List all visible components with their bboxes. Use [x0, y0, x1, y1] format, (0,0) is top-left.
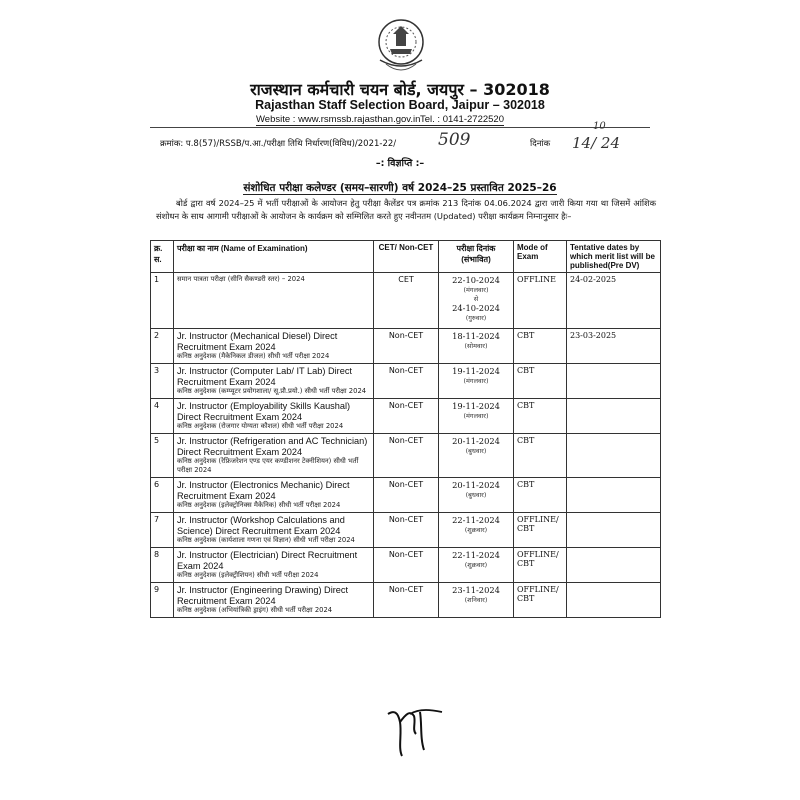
table-row: [151, 434, 661, 478]
cell-mode: CBT: [514, 364, 567, 399]
header-mode: Mode of Exam: [514, 241, 567, 273]
exam-day: (मंगलवार): [463, 377, 489, 385]
cell-name: [174, 548, 374, 583]
exam-date: 19-11-2024: [452, 366, 500, 376]
cell-mode: OFFLINE/ CBT: [514, 548, 567, 583]
cell-mode: CBT: [514, 434, 567, 478]
cell-date: [439, 513, 514, 548]
header-name: परीक्षा का नाम (Name of Examination): [174, 241, 374, 273]
reference-number: क्रमांक: प.8(57)/RSSB/प.आ./परीक्षा तिथि निर्धारण(विविध)/2021-22/: [160, 139, 397, 149]
header-sno: क्र. स.: [151, 241, 174, 273]
cell-date: [439, 434, 514, 478]
cell-name: [174, 478, 374, 513]
cell-tentative: [567, 364, 661, 399]
cell-date: [439, 583, 514, 618]
cell-date: [439, 273, 514, 329]
date-label: दिनांक: [530, 139, 551, 149]
exam-day: (शनिवार): [464, 596, 488, 604]
cell-mode: CBT: [514, 478, 567, 513]
exam-name-english: Jr. Instructor (Workshop Calculations and Science) Direct Recruitment Exam 2024: [177, 515, 345, 536]
exam-name-english: Jr. Instructor (Computer Lab/ IT Lab) Direct Recruitment Exam 2024: [177, 366, 352, 387]
exam-name-english: Jr. Instructor (Mechanical Diesel) Direct Recruitment Exam 2024: [177, 331, 338, 352]
cell-tentative: [567, 583, 661, 618]
exam-date: 20-11-2024: [452, 436, 500, 446]
cell-sno: 8: [151, 548, 174, 583]
exam-date: 20-11-2024: [452, 480, 500, 490]
cell-sno: 9: [151, 583, 174, 618]
cell-mode: OFFLINE/ CBT: [514, 513, 567, 548]
cell-cet: Non-CET: [374, 583, 439, 618]
exam-date: 18-11-2024: [452, 331, 500, 341]
cell-mode: OFFLINE/ CBT: [514, 583, 567, 618]
exam-name-hindi: कनिष्ठ अनुदेशक (इलेक्ट्रोनिक्स मैकेनिक) सीधी भर्ती परीक्षा 2024: [177, 501, 341, 509]
exam-day: (मंगलवार): [463, 286, 489, 294]
cell-cet: Non-CET: [374, 434, 439, 478]
exam-name-hindi: कनिष्ठ अनुदेशक (मैकेनिकल डीजल) सीधी भर्ती परीक्षा 2024: [177, 352, 330, 360]
cell-sno: 3: [151, 364, 174, 399]
cell-cet: Non-CET: [374, 548, 439, 583]
website-link[interactable]: Website : www.rsmssb.rajasthan.gov.in: [256, 114, 421, 125]
exam-day: (बुधवार): [465, 491, 487, 499]
table-row: [151, 399, 661, 434]
cell-cet: Non-CET: [374, 478, 439, 513]
cell-mode: OFFLINE: [514, 273, 567, 329]
table-header-row: [151, 241, 661, 273]
cell-cet: Non-CET: [374, 513, 439, 548]
exam-date: 19-11-2024: [452, 401, 500, 411]
emblem-seal-icon: [368, 14, 434, 76]
exam-name-hindi: समान पात्रता परीक्षा (सीनि सैकण्डरी स्तर) – 2024: [177, 275, 305, 283]
calendar-title: [0, 181, 800, 195]
header-divider: [150, 127, 650, 128]
table-row: [151, 329, 661, 364]
cell-tentative: [567, 548, 661, 583]
exam-name-hindi: कनिष्ठ अनुदेशक (कम्प्यूटर प्रयोगशाला/ सू.प्रौ.प्रयो.) सीधी भर्ती परीक्षा 2024: [177, 387, 367, 395]
cell-sno: 6: [151, 478, 174, 513]
exam-day: (शुक्रवार): [464, 526, 488, 534]
cell-date: [439, 329, 514, 364]
cell-tentative: [567, 434, 661, 478]
cell-name: [174, 513, 374, 548]
board-title-english: Rajasthan Staff Selection Board, Jaipur – 302018: [255, 98, 545, 112]
cell-cet: CET: [374, 273, 439, 329]
handwritten-signature: [380, 700, 450, 760]
table-row: [151, 583, 661, 618]
exam-name-hindi: कनिष्ठ अनुदेशक (अभियांत्रिकी ड्राइंग) सीधी भर्ती परीक्षा 2024: [177, 606, 333, 614]
exam-day: (सोमवार): [464, 342, 488, 350]
exam-day: (मंगलवार): [463, 412, 489, 420]
cell-mode: CBT: [514, 399, 567, 434]
exam-name-hindi: कनिष्ठ अनुदेशक (रोजगार योग्यता कौशल) सीधी भर्ती परीक्षा 2024: [177, 422, 344, 430]
exam-date: 22-11-2024: [452, 515, 500, 525]
exam-day: (शुक्रवार): [464, 561, 488, 569]
exam-name-english: Jr. Instructor (Electronics Mechanic) Direct Recruitment Exam 2024: [177, 480, 350, 501]
exam-day-end: (गुरुवार): [465, 314, 487, 322]
exam-name-english: Jr. Instructor (Employability Skills Kaushal) Direct Recruitment Exam 2024: [177, 401, 351, 422]
cell-date: [439, 364, 514, 399]
cell-date: [439, 548, 514, 583]
cell-sno: 7: [151, 513, 174, 548]
cell-cet: Non-CET: [374, 399, 439, 434]
date-handwritten: 14/ 24: [572, 134, 620, 152]
cell-tentative: [567, 513, 661, 548]
calendar-title-text: संशोधित परीक्षा कलेण्डर (समय–सारणी) वर्ष 2024–25 प्रस्तावित 2025–26: [243, 182, 557, 194]
table-row: [151, 548, 661, 583]
cell-name: [174, 329, 374, 364]
exam-day: (बुधवार): [465, 447, 487, 455]
cell-cet: Non-CET: [374, 364, 439, 399]
exam-name-hindi: कनिष्ठ अनुदेशक (कार्यशाला गणना एवं विज्ञान) सीधी भर्ती परीक्षा 2024: [177, 536, 355, 544]
date-superscript: 10: [593, 121, 606, 132]
cell-sno: 5: [151, 434, 174, 478]
reference-handwritten: 509: [438, 130, 471, 150]
date-separator: से: [473, 295, 479, 303]
cell-tentative: 24-02-2025: [567, 273, 661, 329]
cell-mode: CBT: [514, 329, 567, 364]
board-title-hindi: राजस्थान कर्मचारी चयन बोर्ड, जयपुर – 302018: [250, 80, 550, 99]
table-row: [151, 513, 661, 548]
exam-date-end: 24-10-2024: [452, 303, 500, 313]
exam-date: 22-10-2024: [452, 275, 500, 285]
exam-name-english: Jr. Instructor (Refrigeration and AC Technician) Direct Recruitment Exam 2024: [177, 436, 368, 457]
cell-tentative: [567, 399, 661, 434]
cell-name: [174, 583, 374, 618]
exam-name-english: Jr. Instructor (Electrician) Direct Recruitment Exam 2024: [177, 550, 358, 571]
table-row: [151, 273, 661, 329]
exam-date: 22-11-2024: [452, 550, 500, 560]
table-row: [151, 364, 661, 399]
intro-paragraph: बोर्ड द्वारा वर्ष 2024–25 में भर्ती परीक्षाओं के आयोजन हेतु परीक्षा कैलेंडर पत्र क्रमांक 213 दिनांक 04.06.2024 द्वारा जारी किया गया था जिसमें आंशिक संशोधन के साथ आगामी परीक्षाओं के आयोजन के कार्यक्रम को सम्मिलित करते हुए नवीनतम (Updated) परीक्षा कार्यक्रम निम्नानुसार हैः–: [156, 198, 656, 221]
exam-calendar-table: [150, 240, 661, 618]
cell-cet: Non-CET: [374, 329, 439, 364]
cell-tentative: [567, 478, 661, 513]
exam-name-english: Jr. Instructor (Engineering Drawing) Direct Recruitment Exam 2024: [177, 585, 349, 606]
cell-name: [174, 399, 374, 434]
phone-number: Tel. : 0141-2722520: [420, 114, 504, 125]
exam-name-hindi: कनिष्ठ अनुदेशक (इलेक्ट्रीशियन) सीधी भर्ती परीक्षा 2024: [177, 571, 319, 579]
header-cet: CET/ Non-CET: [374, 241, 439, 273]
header-date: परीक्षा दिनांक (संभावित): [439, 241, 514, 273]
cell-sno: 4: [151, 399, 174, 434]
cell-name: [174, 273, 374, 329]
cell-tentative: 23-03-2025: [567, 329, 661, 364]
exam-name-hindi: कनिष्ठ अनुदेशक (रेफ्रिजरेशन एण्ड एयर कण्डीशनर टेक्नीशियन) सीधी भर्ती परीक्षा 2024: [177, 457, 359, 474]
header-tentative: Tentative dates by which merit list will be published(Pre DV): [567, 241, 661, 273]
cell-name: [174, 434, 374, 478]
cell-date: [439, 399, 514, 434]
cell-sno: 2: [151, 329, 174, 364]
cell-name: [174, 364, 374, 399]
table-row: [151, 478, 661, 513]
exam-date: 23-11-2024: [452, 585, 500, 595]
notice-title: –: विज्ञप्ति :–: [375, 158, 425, 169]
cell-sno: 1: [151, 273, 174, 329]
cell-date: [439, 478, 514, 513]
